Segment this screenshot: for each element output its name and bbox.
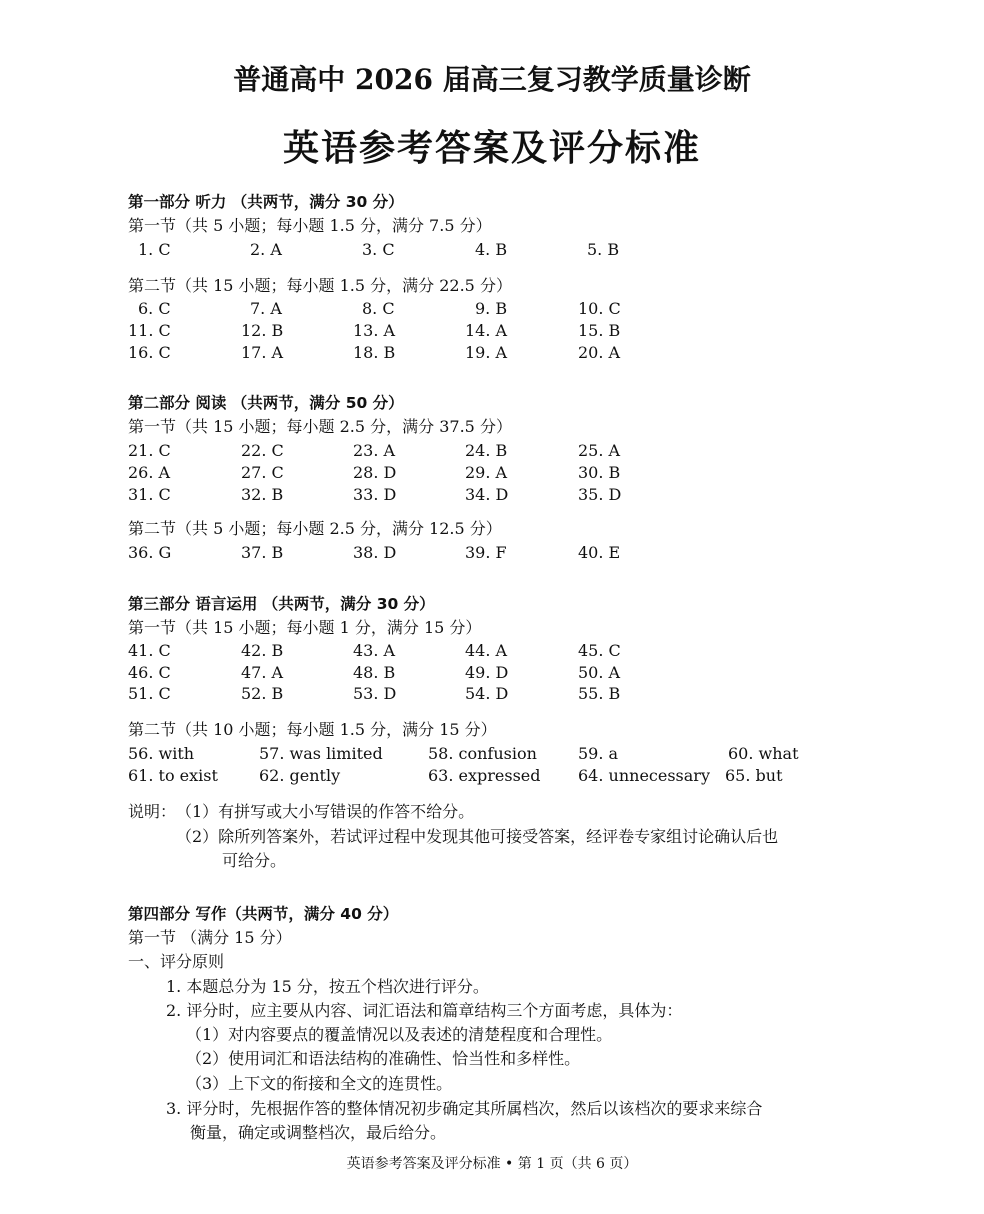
answer-item: 24. B [465,441,508,460]
part2-heading: 第二部分 阅读 （共两节，满分 50 分） [128,394,404,412]
answer-item: 43. A [353,641,396,660]
answer-item: 51. C [128,684,171,703]
part3-heading: 第三部分 语言运用 （共两节，满分 30 分） [128,595,435,613]
answer-item: 20. A [578,343,621,362]
part2-sec1-title: 第一节（共 15 小题；每小题 2.5 分，满分 37.5 分） [128,417,512,436]
answer-item: 7. A [250,299,282,318]
principle-2: 2. 评分时，应主要从内容、词汇语法和篇章结构三个方面考虑，具体为： [166,1001,683,1020]
answer-item: 37. B [241,543,284,562]
principle-3: 3. 评分时，先根据作答的整体情况初步确定其所属档次，然后以该档次的要求来综合 [166,1099,763,1118]
answer-item: 22. C [241,441,284,460]
answer-item: 1. C [138,240,171,259]
answer-item: 50. A [578,663,621,682]
answer-item: 18. B [353,343,396,362]
answer-item: 31. C [128,485,171,504]
answer-item: 2. A [250,240,282,259]
answer-item: 33. D [353,485,397,504]
answer-item: 34. D [465,485,509,504]
answer-item: 17. A [241,343,284,362]
answer-item: 61. to exist [128,766,218,785]
part4-sec1-title: 第一节 （满分 15 分） [128,928,292,947]
principle-2-1: （1）对内容要点的覆盖情况以及表述的清楚程度和合理性。 [186,1025,613,1044]
part2-sec2-title: 第二节（共 5 小题；每小题 2.5 分，满分 12.5 分） [128,519,502,538]
principle-2-3: （3）上下文的衔接和全文的连贯性。 [186,1074,453,1093]
note-2-continued: 可给分。 [222,851,287,870]
answer-item: 38. D [353,543,397,562]
note-1: （1）有拼写或大小写错误的作答不给分。 [176,802,475,821]
answer-item: 13. A [353,321,396,340]
answer-item: 42. B [241,641,284,660]
answer-item: 26. A [128,463,171,482]
answer-item: 44. A [465,641,508,660]
answer-item: 29. A [465,463,508,482]
answer-item: 12. B [241,321,284,340]
part1-heading: 第一部分 听力 （共两节，满分 30 分） [128,193,404,211]
note-2: （2）除所列答案外，若试评过程中发现其他可接受答案，经评卷专家组讨论确认后也 [176,827,779,846]
notes-label: 说明： [128,802,177,821]
answer-item: 3. C [362,240,395,259]
answer-item: 55. B [578,684,621,703]
part1-sec2-title: 第二节（共 15 小题；每小题 1.5 分，满分 22.5 分） [128,276,512,295]
answer-item: 28. D [353,463,397,482]
document-title: 普通高中 2026 届高三复习教学质量诊断 [233,63,751,96]
answer-item: 9. B [475,299,508,318]
answer-item: 54. D [465,684,509,703]
answer-item: 10. C [578,299,621,318]
answer-item: 15. B [578,321,621,340]
answer-item: 48. B [353,663,396,682]
answer-item: 47. A [241,663,284,682]
answer-item: 45. C [578,641,621,660]
answer-item: 32. B [241,485,284,504]
answer-item: 65. but [725,766,783,785]
answer-item: 35. D [578,485,622,504]
answer-item: 11. C [128,321,171,340]
answer-item: 30. B [578,463,621,482]
answer-item: 64. unnecessary [578,766,710,785]
answer-item: 53. D [353,684,397,703]
answer-item: 57. was limited [259,744,383,763]
answer-item: 58. confusion [428,744,537,763]
principle-1: 1. 本题总分为 15 分，按五个档次进行评分。 [166,977,489,996]
part4-heading: 第四部分 写作（共两节，满分 40 分） [128,905,399,923]
part1-sec1-title: 第一节（共 5 小题；每小题 1.5 分，满分 7.5 分） [128,216,492,235]
answer-item: 39. F [465,543,507,562]
answer-item: 63. expressed [428,766,541,785]
part3-sec1-title: 第一节（共 15 小题；每小题 1 分，满分 15 分） [128,618,482,637]
answer-item: 4. B [475,240,508,259]
answer-item: 36. G [128,543,172,562]
page-footer: 英语参考答案及评分标准 • 第 1 页（共 6 页） [346,1156,638,1172]
answer-item: 41. C [128,641,171,660]
answer-item: 27. C [241,463,284,482]
answer-item: 16. C [128,343,171,362]
answer-item: 60. what [728,744,799,763]
answer-item: 14. A [465,321,508,340]
answer-item: 40. E [578,543,621,562]
answer-item: 8. C [362,299,395,318]
document-subtitle: 英语参考答案及评分标准 [282,127,701,169]
part3-sec2-title: 第二节（共 10 小题；每小题 1.5 分，满分 15 分） [128,720,497,739]
principle-2-2: （2）使用词汇和语法结构的准确性、恰当性和多样性。 [186,1049,581,1068]
answer-item: 19. A [465,343,508,362]
answer-item: 21. C [128,441,171,460]
answer-item: 23. A [353,441,396,460]
answer-item: 25. A [578,441,621,460]
answer-item: 59. a [578,744,619,763]
answer-item: 5. B [587,240,620,259]
answer-item: 56. with [128,744,195,763]
principle-3-continued: 衡量，确定或调整档次，最后给分。 [190,1123,447,1142]
answer-item: 62. gently [259,766,341,785]
answer-item: 49. D [465,663,509,682]
answer-item: 6. C [138,299,171,318]
principles-title: 一、评分原则 [128,952,225,971]
answer-item: 52. B [241,684,284,703]
answer-item: 46. C [128,663,171,682]
